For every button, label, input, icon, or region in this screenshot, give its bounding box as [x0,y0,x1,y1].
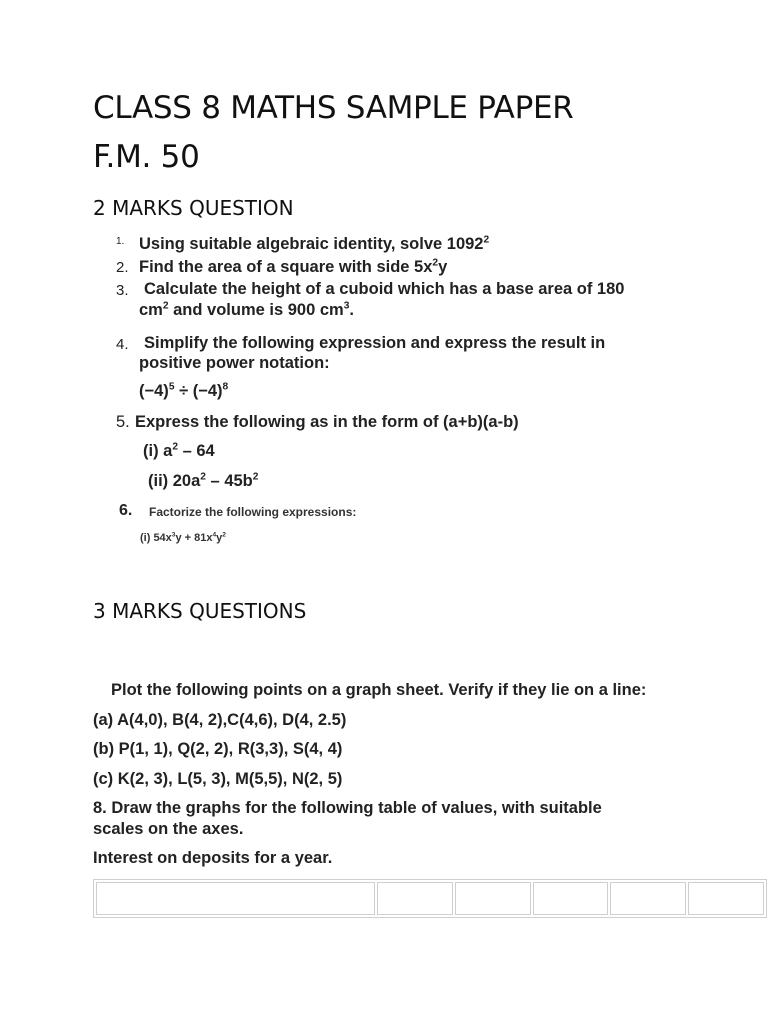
question-7-text: Plot the following points on a graph sheet. Verify if they lie on a line: [111,681,647,699]
question-2-text: Find the area of a square with side $5x^2y$ [139,257,448,276]
table-cell [610,882,686,915]
question-6-text: Factorize the following expressions: [149,505,357,519]
question-3-number: 3. [116,282,129,299]
table-cell [688,882,764,915]
question-4-line-2: positive power notation: [139,354,330,372]
full-marks: F.M. 50 [93,139,200,175]
question-4-line-1: Simplify the following expression and express the result in [144,334,606,352]
question-8-line-2: scales on the axes. [93,820,244,838]
question-5-number: 5. [116,413,130,431]
question-2-number: 2. [116,259,129,276]
question-7-part-a: (a) A(4,0), B(4, 2),C(4,6), D(4, 2.5) [93,711,347,729]
question-4-expression: $(-4)^5 \div (-4)^8$ [139,381,229,400]
question-5-text: Express the following as in the form of (a+b)(a-b) [135,413,519,431]
table-cell [455,882,531,915]
question-4-number: 4. [116,336,129,353]
values-table [93,879,767,918]
question-7-part-b: (b) P(1, 1), Q(2, 2), R(3,3), S(4, 4) [93,740,343,758]
section-2-heading: 2 MARKS QUESTION [93,196,294,220]
question-5-part-i: (i) $a^2 - 64$ [143,441,215,460]
table-cell [533,882,609,915]
question-8-caption: Interest on deposits for a year. [93,849,333,867]
table-row [96,882,764,915]
question-1-text: Using suitable algebraic identity, solve 1092$^2$ [139,234,490,253]
paper-title: CLASS 8 MATHS SAMPLE PAPER [93,90,574,126]
table-cell [96,882,375,915]
question-8-line-1: 8. Draw the graphs for the following table of values, with suitable [93,799,602,817]
question-3-line-2: $cm^2$ and volume is 900 $cm^3$. [139,300,354,319]
question-6-number: 6. [119,502,133,519]
question-3-line-1: Calculate the height of a cuboid which has a base area of 180 [144,280,625,298]
question-5-part-ii: (ii) $20a^2 - 45b^2$ [148,471,259,490]
question-1-number: 1. [116,236,125,247]
question-7-part-c: (c) K(2, 3), L(5, 3), M(5,5), N(2, 5) [93,770,343,788]
table-cell [377,882,453,915]
question-6-part-i: (i) $54x^3y + 81x^4y^2$ [140,531,226,544]
section-3-heading: 3 MARKS QUESTIONS [93,599,307,623]
